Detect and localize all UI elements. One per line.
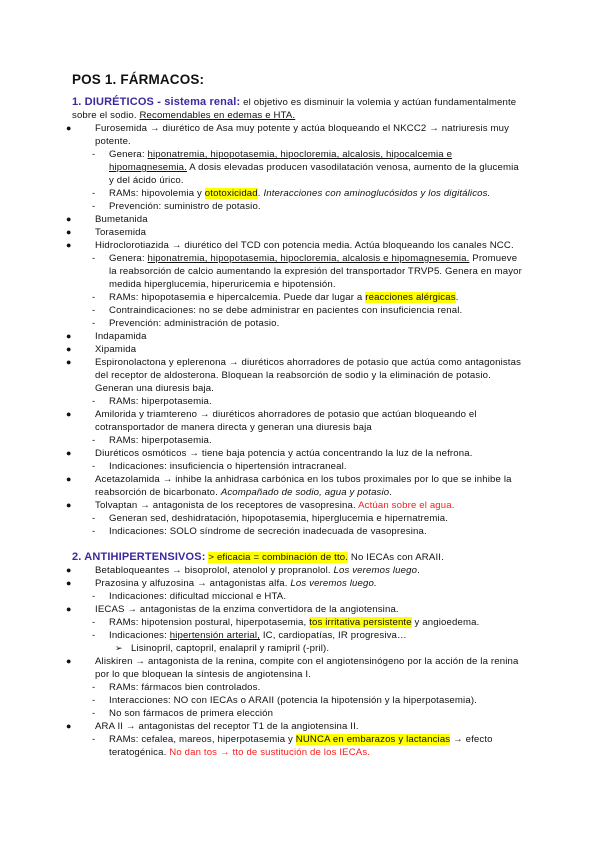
dash-icon: - (92, 526, 96, 537)
item-text: Prevención: suministro de potasio. (109, 201, 261, 212)
item-text: Promueve la reabsorción de calcio aumentando la expresión del transportador TRVP5. Genera en mayor medida hiperglucemia, hiperuricemia e hipotensión. (109, 253, 522, 290)
item-text: IC, cardiopatías, IR progresiva… (260, 630, 407, 641)
heading-text: Recomendables en edemas e HTA. (139, 110, 296, 121)
dash-icon: - (92, 396, 96, 407)
heading-text: No IECAs con ARAII. (348, 552, 444, 563)
sub-list-item (72, 707, 524, 720)
list-item (66, 499, 524, 512)
bullet-icon: ● (66, 123, 72, 133)
bullet-icon: ● (66, 344, 72, 354)
dash-icon: - (92, 435, 96, 446)
item-text: Furosemida → diurético de Asa muy potente y actúa bloqueando el NKCC2 → natriuresis muy potente. (95, 123, 510, 147)
item-text: . (455, 292, 459, 303)
bullet-icon: ● (66, 474, 72, 484)
item-text: IECAS → antagonistas de la enzima convertidora de la angiotensina. (95, 604, 399, 615)
item-text: Indicaciones: (109, 630, 170, 641)
item-text: Indicaciones: dificultad miccional e HTA. (109, 591, 287, 602)
bullet-icon: ● (66, 227, 72, 237)
item-text: Contraindicaciones: no se debe administrar en pacientes con insuficiencia renal. (109, 305, 463, 316)
item-text: Los veremos luego. (290, 578, 377, 589)
sub-list-item (72, 252, 524, 291)
list-item (66, 239, 524, 252)
sub-list-item (72, 629, 524, 642)
item-text: RAMs: hipovolemia y (109, 188, 205, 199)
heading-text: 1. DIURÉTICOS - sistema renal: (72, 96, 241, 108)
heading-text: 2. ANTIHIPERTENSIVOS: (72, 551, 206, 563)
item-text: Aliskiren → antagonista de la renina, compite con el angiotensinógeno por la acción de la renina por lo que bloquean la síntesis de angiotensina I. (95, 656, 519, 680)
item-text: Amilorida y triamtereno → diuréticos ahorradores de potasio que actúan bloqueando el cotransportador de manera directa y generan una diuresis baja (95, 409, 477, 433)
sub-list-item (72, 291, 524, 304)
item-text: Indapamida (95, 331, 147, 342)
item-text: → efecto teratogénica. (109, 734, 493, 758)
item-text: Betabloqueantes → bisoprolol, atenolol y propranolol. (95, 565, 334, 576)
item-text: Interacciones con aminoglucósidos y los digitálicos. (263, 188, 491, 199)
section-1 (66, 96, 524, 538)
sub-list-item (72, 525, 524, 538)
sub-list-item (72, 148, 524, 187)
list-item (66, 603, 524, 616)
item-text: No dan tos → tto de sustitución de los IECAs. (169, 747, 371, 758)
dash-icon: - (92, 682, 96, 693)
item-text: A dosis elevadas producen vasodilatación venosa, aumento de la glucemia y del ácido úrico. (109, 162, 519, 186)
list-item (66, 343, 524, 356)
item-text: . (257, 188, 264, 199)
bullet-icon: ● (66, 331, 72, 341)
item-text: Actúan sobre el agua. (358, 500, 455, 511)
sub-list-item (72, 200, 524, 213)
item-text: Lisinopril, captopril, enalapril y ramipril (-pril). (131, 643, 330, 654)
item-text: RAMs: hiperpotasemia. (109, 396, 212, 407)
bullet-icon: ● (66, 578, 72, 588)
sub-list-item (72, 642, 524, 655)
bullet-icon: ● (66, 604, 72, 614)
dash-icon: - (92, 708, 96, 719)
item-text: RAMs: hipopotasemia e hipercalcemia. Puede dar lugar a (109, 292, 366, 303)
list-item (66, 226, 524, 239)
list-item (66, 213, 524, 226)
bullet-icon: ● (66, 656, 72, 666)
bullet-icon: ● (66, 409, 72, 419)
dash-icon: - (92, 617, 96, 628)
arrow-icon: ➢ (115, 643, 123, 653)
sub-list-item (72, 512, 524, 525)
item-text: hipertensión arterial, (169, 630, 260, 641)
page-title: POS 1. FÁRMACOS: (72, 72, 205, 87)
item-text: Prevención: administración de potasio. (109, 318, 280, 329)
item-text: Hidroclorotiazida → diurético del TCD con potencia media. Actúa bloqueando los canales NCC. (95, 240, 514, 251)
list-item (66, 330, 524, 343)
item-text: hiponatremia, hipopotasemia, hipocloremia, alcalosis, hipocalcemia e hipomagnesemia. (109, 149, 453, 173)
list-item (66, 122, 524, 148)
item-text: Genera: (109, 149, 148, 160)
list-item (66, 655, 524, 681)
sub-list-item (72, 395, 524, 408)
sub-list-item (72, 434, 524, 447)
item-text: NUNCA en embarazos y lactancias (295, 734, 451, 745)
item-text: reacciones alérgicas (365, 292, 456, 303)
item-text: hiponatremia, hipopotasemia, hipocloremia, alcalosis e hipomagnesemia. (147, 253, 470, 264)
sub-list-item (72, 733, 524, 759)
dash-icon: - (92, 253, 96, 264)
dash-icon: - (92, 461, 96, 472)
list-item (66, 356, 524, 395)
item-text: Indicaciones: insuficiencia o hipertensión intracraneal. (109, 461, 347, 472)
item-text: Generan sed, deshidratación, hipopotasemia, hiperglucemia e hipernatremia. (109, 513, 449, 524)
dash-icon: - (92, 149, 96, 160)
list-item (66, 447, 524, 460)
heading-text: > eficacia = combinación de tto. (208, 552, 349, 563)
section-heading (72, 551, 524, 564)
item-text: . (389, 487, 393, 498)
list-item (66, 577, 524, 590)
dash-icon: - (92, 201, 96, 212)
item-text: RAMs: fármacos bien controlados. (109, 682, 261, 693)
item-text: Tolvaptan → antagonista de los receptores de vasopresina. (95, 500, 359, 511)
item-text: No son fármacos de primera elección (109, 708, 274, 719)
sub-list-item (72, 460, 524, 473)
item-text: RAMs: hipotension postural, hiperpotasemia, (109, 617, 310, 628)
sub-list-item (72, 590, 524, 603)
list-item (66, 473, 524, 499)
item-text: tos irritativa persistente (309, 617, 412, 628)
list-item (66, 408, 524, 434)
item-text: Los veremos luego (333, 565, 418, 576)
sub-list-item (72, 187, 524, 200)
item-text: Indicaciones: SOLO síndrome de secreción inadecuada de vasopresina. (109, 526, 427, 537)
heading-text: el objetivo es disminuir la volemia y actúan fundamentalmente sobre el sodio. (72, 97, 517, 121)
item-text: ototoxicidad (204, 188, 258, 199)
dash-icon: - (92, 630, 96, 641)
dash-icon: - (92, 695, 96, 706)
item-text: . (417, 565, 420, 576)
item-text: Torasemida (95, 227, 147, 238)
dash-icon: - (92, 305, 96, 316)
section-heading (72, 96, 524, 122)
item-text: Acompañado de sodio, agua y potasio (220, 487, 390, 498)
sub-list-item (72, 694, 524, 707)
list-item (66, 720, 524, 733)
item-text: Diuréticos osmóticos → tiene baja potencia y actúa concentrando la luz de la nefrona. (95, 448, 473, 459)
item-text: RAMs: cefalea, mareos, hiperpotasemia y (109, 734, 296, 745)
bullet-icon: ● (66, 240, 72, 250)
item-text: RAMs: hiperpotasemia. (109, 435, 212, 446)
bullet-icon: ● (66, 357, 72, 367)
dash-icon: - (92, 292, 96, 303)
item-text: Bumetanida (95, 214, 148, 225)
item-text: Interacciones: NO con IECAs o ARAII (potencia la hipotensión y la hiperpotasemia). (109, 695, 477, 706)
bullet-icon: ● (66, 500, 72, 510)
dash-icon: - (92, 591, 96, 602)
dash-icon: - (92, 513, 96, 524)
item-text: Acetazolamida → inhibe la anhidrasa carbónica en los tubos proximales por lo que se inhibe la reabsorción de bicarbonato. (95, 474, 512, 498)
list-item (66, 564, 524, 577)
bullet-icon: ● (66, 721, 72, 731)
dash-icon: - (92, 318, 96, 329)
document-page (66, 71, 524, 759)
item-text: y angioedema. (411, 617, 480, 628)
section-2 (66, 551, 524, 759)
item-text: Genera: (109, 253, 148, 264)
item-text: Xipamida (95, 344, 137, 355)
dash-icon: - (92, 188, 96, 199)
item-text: Prazosina y alfuzosina → antagonistas alfa. (95, 578, 291, 589)
bullet-icon: ● (66, 214, 72, 224)
sub-list-item (72, 317, 524, 330)
item-text: ARA II → antagonistas del receptor T1 de la angiotensina II. (95, 721, 359, 732)
bullet-icon: ● (66, 565, 72, 575)
dash-icon: - (92, 734, 96, 745)
sub-list-item (72, 681, 524, 694)
sub-list-item (72, 304, 524, 317)
bullet-icon: ● (66, 448, 72, 458)
item-text: Espironolactona y eplerenona → diuréticos ahorradores de potasio que actúa como antagonistas del receptor de aldosterona. Bloquean la reabsorción de sodio y la eliminación de potasio. Generan una diuresis baja. (95, 357, 522, 394)
sub-list-item (72, 616, 524, 629)
